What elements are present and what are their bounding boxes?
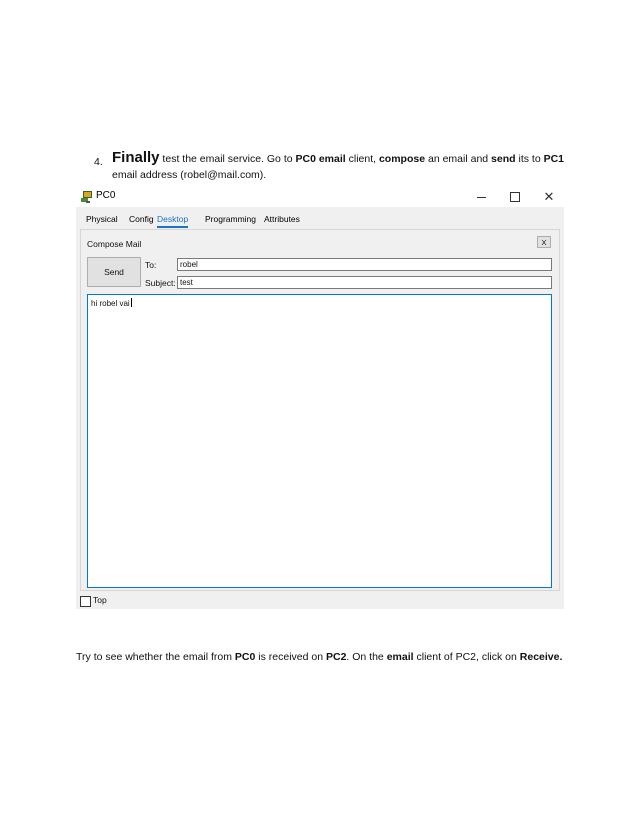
note-bold-receive: Receive. — [519, 651, 563, 663]
text-caret — [131, 298, 132, 307]
tab-config[interactable]: Config — [129, 214, 154, 224]
window-client-area — [76, 207, 564, 609]
tab-physical[interactable]: Physical — [86, 214, 118, 224]
window-title: PC0 — [96, 190, 116, 201]
step-text-1: test the email service. Go to — [159, 153, 296, 165]
top-checkbox[interactable] — [80, 596, 91, 607]
minimize-button[interactable] — [470, 188, 492, 206]
message-body-text: hi robel vai — [91, 299, 130, 308]
receive-instruction-paragraph — [76, 650, 576, 664]
to-label: To: — [145, 260, 157, 270]
note-bold-pc0: PC0 — [234, 651, 256, 663]
top-checkbox-label: Top — [93, 595, 107, 605]
note-bold-email: email — [386, 651, 414, 663]
tab-programming[interactable]: Programming — [205, 214, 257, 224]
send-button[interactable]: Send — [87, 257, 141, 287]
compose-mail-panel — [80, 229, 560, 591]
step-number: 4. — [94, 156, 103, 168]
step-finally: Finally — [112, 149, 160, 166]
note-text-4: client of PC2, click on — [413, 651, 520, 663]
note-bold-pc2: PC2 — [325, 651, 347, 663]
note-text-2: is received on — [255, 651, 326, 663]
maximize-icon — [510, 192, 520, 202]
step-bold-pc1: PC1 — [543, 153, 565, 165]
tab-attributes[interactable]: Attributes — [264, 214, 300, 224]
pc-icon — [80, 190, 94, 204]
step-text-5: email address (robel@mail.com). — [112, 169, 267, 181]
pc0-window — [76, 187, 564, 609]
step-text-2: client, — [345, 153, 379, 165]
tab-desktop[interactable]: Desktop — [157, 212, 188, 228]
step-4-paragraph — [94, 150, 564, 183]
step-bold-compose: compose — [378, 153, 426, 165]
message-body-textarea[interactable] — [87, 294, 552, 588]
title-bar[interactable] — [76, 187, 564, 207]
step-text-4: its to — [515, 153, 544, 165]
subject-label: Subject: — [145, 278, 176, 288]
compose-mail-title: Compose Mail — [87, 239, 142, 249]
subject-field[interactable]: test — [177, 276, 552, 289]
step-bold-pc0-email: PC0 email — [295, 153, 346, 165]
minimize-icon — [477, 197, 486, 198]
step-text — [112, 150, 564, 183]
maximize-button[interactable] — [504, 188, 526, 206]
close-compose-button[interactable]: X — [537, 236, 551, 248]
close-window-button[interactable]: ✕ — [543, 189, 555, 204]
step-text-3: an email and — [425, 153, 492, 165]
to-field[interactable]: robel — [177, 258, 552, 271]
note-text-3: . On the — [346, 651, 387, 663]
note-text-1: Try to see whether the email from — [76, 651, 235, 663]
step-bold-send: send — [491, 153, 516, 165]
